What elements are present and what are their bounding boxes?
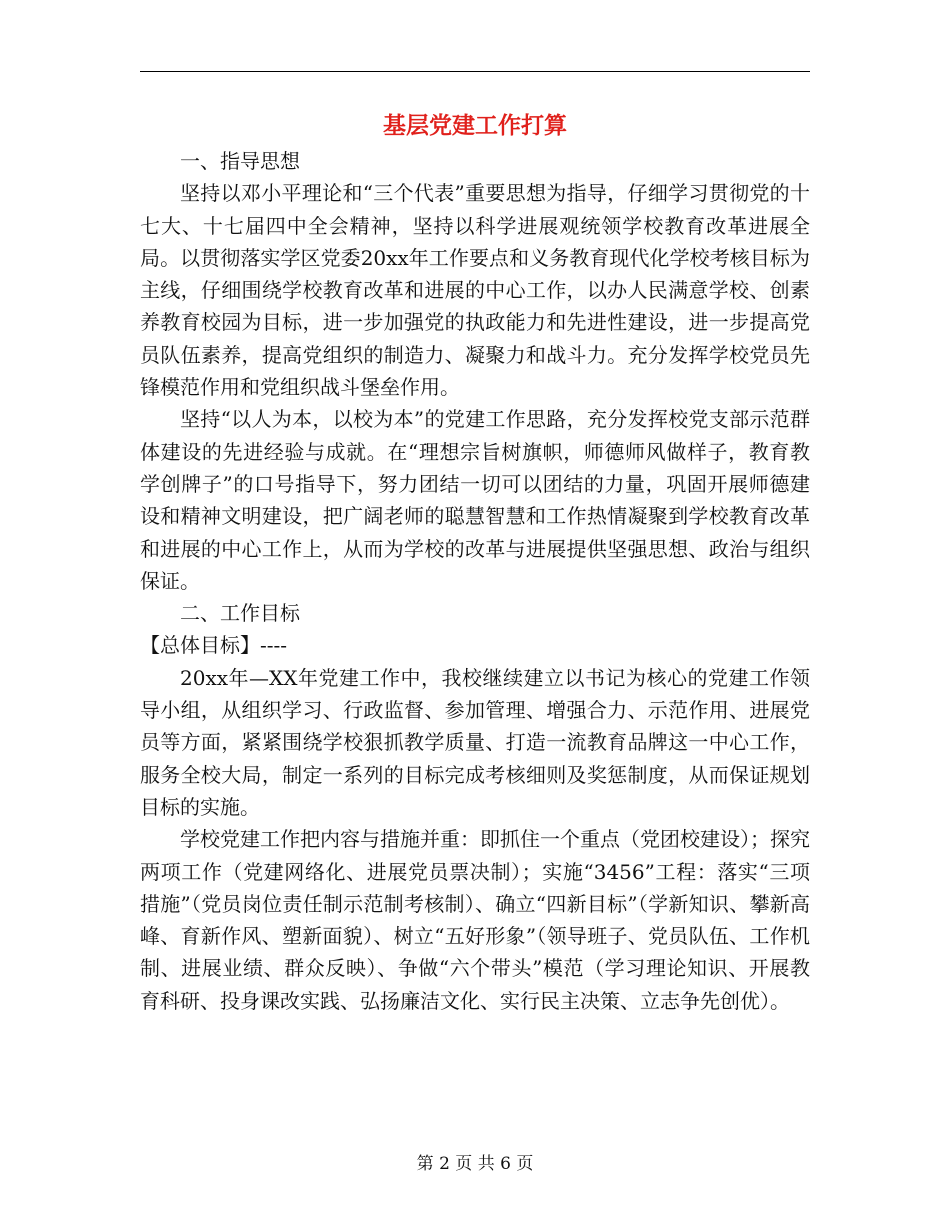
body-paragraph: 坚持“以人为本，以校为本”的党建工作思路，充分发挥校党支部示范群体建设的先进经验与成就。在“理想宗旨树旗帜，师德师风做样子，教育教学创牌子”的口号指导下，努力团结一切可以团结的力量，巩固开展师德建设和精神文明建设，把广阔老师的聪慧智慧和工作热情凝聚到学校教育改革和进展的中心工作上，从而为学校的改革与进展提供坚强思想、政治与组织保证。 xyxy=(140,407,810,593)
page-number-footer: 第 2 页 共 6 页 xyxy=(416,1154,534,1174)
section-heading-guiding-ideology: 一、指导思想 xyxy=(180,149,300,173)
header-rule xyxy=(140,71,810,72)
body-paragraph: 坚持以邓小平理论和“三个代表”重要思想为指导，仔细学习贯彻党的十七大、十七届四中全会精神，坚持以科学进展观统领学校教育改革进展全局。以贯彻落实学区党委20xx年工作要点和义务教育现代化学校考核目标为主线，仔细围绕学校教育改革和进展的中心工作，以办人民满意学校、创素养教育校园为目标，进一步加强党的执政能力和先进性建设，进一步提高党员队伍素养，提高党组织的制造力、凝聚力和战斗力。充分发挥学校党员先锋模范作用和党组织战斗堡垒作用。 xyxy=(140,181,810,400)
section-heading-work-goals: 二、工作目标 xyxy=(180,601,300,626)
body-paragraph: 20xx年—XX年党建工作中，我校继续建立以书记为核心的党建工作领导小组，从组织学习、行政监督、参加管理、增强合力、示范作用、进展党员等方面，紧紧围绕学校狠抓教学质量、打造一流教育品牌这一中心工作，服务全校大局，制定一系列的目标完成考核细则及奖惩制度，从而保证规划目标的实施。 xyxy=(140,665,810,819)
document-title: 基层党建工作打算 xyxy=(383,112,567,139)
subheading-overall-goal: 【总体目标】---- xyxy=(140,633,288,658)
document-body xyxy=(140,145,810,1017)
body-paragraph: 学校党建工作把内容与措施并重：即抓住一个重点（党团校建设）；探究两项工作（党建网络化、进展党员票决制）；实施“3456”工程：落实“三项措施”（党员岗位责任制示范制考核制）、确立“四新目标”（学新知识、攀新高峰、育新作风、塑新面貌）、树立“五好形象”（领导班子、党员队伍、工作机制、进展业绩、群众反映）、争做“六个带头”模范（学习理论知识、开展教育科研、投身课改实践、弘扬廉洁文化、实行民主决策、立志争先创优）。 xyxy=(140,827,810,1013)
